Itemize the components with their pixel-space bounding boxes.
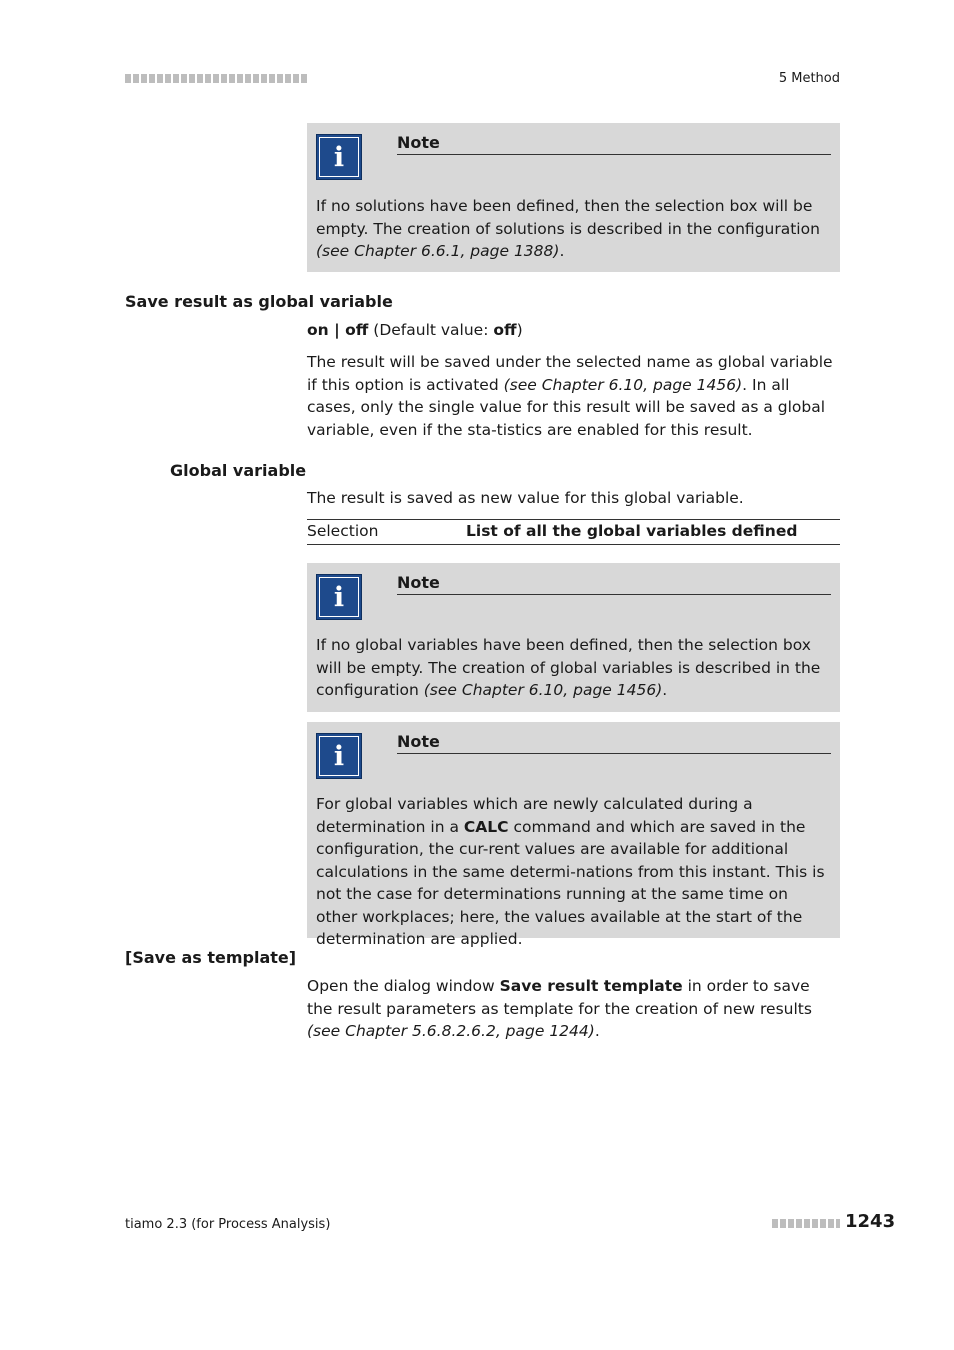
header-decoration bbox=[125, 74, 307, 83]
note-title: Note bbox=[397, 732, 831, 754]
note-box-global-variables bbox=[307, 563, 840, 712]
footer-product: tiamo 2.3 (for Process Analysis) bbox=[125, 1217, 331, 1232]
note-title: Note bbox=[397, 133, 831, 155]
dialog-name: Save result template bbox=[499, 977, 683, 995]
selection-label: Selection bbox=[307, 522, 379, 540]
chapter-reference[interactable]: (see Chapter 6.10, page 1456) bbox=[503, 375, 743, 394]
footer-decoration bbox=[772, 1219, 840, 1228]
note-body: If no global variables have been defined, then the selection box will be empty. The creation of global variables is described in the configuration (see Chapter 6.10, page 1456). bbox=[316, 636, 821, 699]
info-icon: i bbox=[316, 733, 362, 779]
chapter-reference[interactable]: (see Chapter 6.10, page 1456) bbox=[423, 681, 663, 699]
global-variable-description: The result is saved as new value for this global variable. bbox=[307, 489, 744, 507]
note-body: If no solutions have been defined, then the selection box will be empty. The creation of solutions is described in the configuration (see Chapter 6.6.1, page 1388). bbox=[316, 197, 820, 260]
header-chapter: 5 Method bbox=[778, 71, 840, 86]
info-icon: i bbox=[316, 134, 362, 180]
page-number: 1243 bbox=[845, 1211, 896, 1232]
chapter-reference[interactable]: (see Chapter 6.6.1, page 1388) bbox=[316, 242, 560, 260]
info-icon: i bbox=[316, 574, 362, 620]
selection-value: List of all the global variables defined bbox=[466, 522, 798, 540]
save-global-description: The result will be saved under the selected name as global variable if this option is activated (see Chapter 6.10, page 1456). In all cases, only the single value for this result will be saved as a global variable, even if the sta-tistics are enabled for this result. bbox=[307, 353, 833, 439]
save-template-description: Open the dialog window Save result template in order to save the result parameters as template for the creation of new results (see Chapter 5.6.8.2.6.2, page 1244). bbox=[307, 977, 812, 1040]
note-box-calc bbox=[307, 722, 840, 948]
calc-command: CALC bbox=[463, 817, 509, 836]
section-heading-save-global: Save result as global variable bbox=[125, 292, 393, 311]
note-box-solutions bbox=[307, 123, 840, 272]
section-heading-global-variable: Global variable bbox=[170, 461, 307, 480]
option-values: on | off (Default value: off) bbox=[307, 321, 523, 339]
note-body: For global variables which are newly calculated during a determination in a CALC command and which are saved in the configuration, the cur-rent values are available for additional calculations in the same determi-nations from this instant. This is not the case for determinations running at the same time on other workplaces; here, the values available at the start of the determination are applied. bbox=[316, 795, 825, 948]
note-title: Note bbox=[397, 573, 831, 595]
selection-table bbox=[307, 519, 840, 545]
section-heading-save-template: [Save as template] bbox=[125, 948, 297, 967]
chapter-reference[interactable]: (see Chapter 5.6.8.2.6.2, page 1244) bbox=[307, 1022, 595, 1040]
